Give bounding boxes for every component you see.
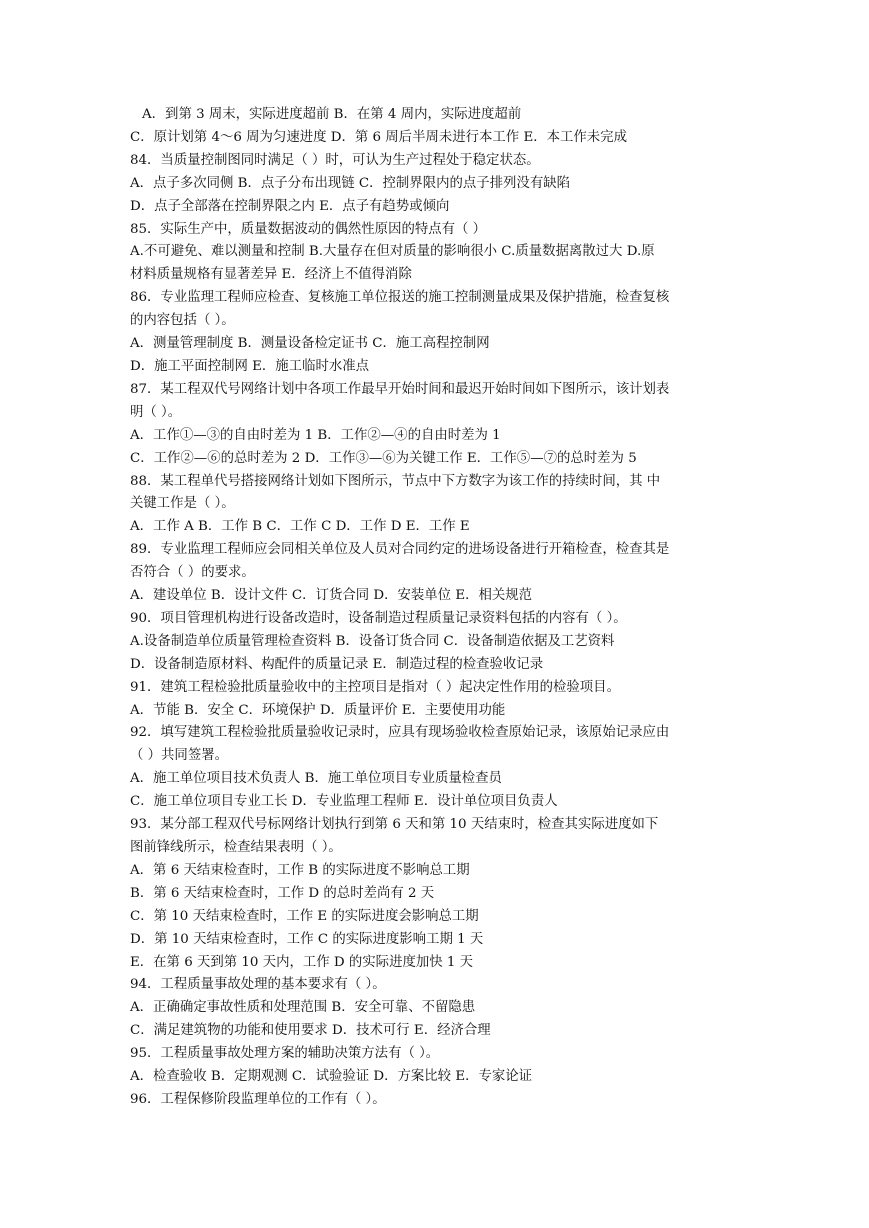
question-94: 94．工程质量事故处理的基本要求有（ ）。 (130, 977, 386, 993)
answer-options-84-line-2: D．点子全部落在控制界限之内 E．点子有趋势或倾向 (130, 198, 450, 214)
answer-options-86-line-2: D．施工平面控制网 E．施工临时水准点 (130, 358, 370, 374)
question-91: 91．建筑工程检验批质量验收中的主控项目是指对（ ）起决定性作用的检验项目。 (130, 679, 620, 695)
answer-options-89: A．建设单位 B．设计文件 C．订货合同 D．安装单位 E．相关规范 (130, 588, 533, 604)
answer-options-87-line-2: C．工作②—⑥的总时差为 2 D．工作③—⑥为关键工作 E．工作⑤—⑦的总时差为 5 (130, 450, 637, 466)
answer-option-93-a: A．第 6 天结束检查时，工作 B 的实际进度不影响总工期 (130, 862, 470, 878)
question-95: 95．工程质量事故处理方案的辅助决策方法有（ ）。 (130, 1046, 440, 1062)
answer-options-92-line-2: C．施工单位项目专业工长 D．专业监理工程师 E．设计单位项目负责人 (130, 794, 558, 810)
answer-options-85-line-2: 材料质量规格有显著差异 E．经济上不值得消除 (130, 267, 412, 283)
question-88-line-2: 关键工作是（ ）。 (130, 496, 235, 512)
question-92-line-1: 92．填写建筑工程检验批质量验收记录时，应具有现场验收检查原始记录，该原始记录应由 (130, 725, 670, 741)
answer-options-86-line-1: A．测量管理制度 B．测量设备检定证书 C．施工高程控制网 (130, 336, 490, 352)
question-92-line-2: （ ）共同签署。 (130, 748, 228, 764)
answer-option-93-b: B．第 6 天结束检查时，工作 D 的总时差尚有 2 天 (130, 885, 435, 901)
question-96: 96．工程保修阶段监理单位的工作有（ ）。 (130, 1091, 386, 1107)
question-89-line-2: 否符合（ ）的要求。 (130, 565, 255, 581)
answer-option-93-c: C．第 10 天结束检查时，工作 E 的实际进度会影响总工期 (130, 908, 479, 924)
question-86-line-2: 的内容包括（ ）。 (130, 313, 235, 329)
document-page (130, 104, 740, 1112)
question-93-line-2: 图前锋线所示，检查结果表明（ ）。 (130, 840, 342, 855)
question-87-line-2: 明（ ）。 (130, 404, 182, 420)
answer-option-93-d: D．第 10 天结束检查时，工作 C 的实际进度影响工期 1 天 (130, 931, 484, 947)
question-86-line-1: 86．专业监理工程师应检查、复核施工单位报送的施工控制测量成果及保护措施，检查复核 (130, 290, 670, 306)
answer-options-91: A．节能 B．安全 C．环境保护 D．质量评价 E．主要使用功能 (130, 702, 506, 718)
question-88-line-1: 88．某工程单代号搭接网络计划如下图所示，节点中下方数字为该工作的持续时间，其 中 (130, 473, 661, 489)
question-85: 85．实际生产中，质量数据波动的偶然性原因的特点有（ ） (130, 221, 487, 237)
answer-options-85-line-1: A.不可避免、难以测量和控制 B.大量存在但对质量的影响很小 C.质量数据离散过大 D.原 (130, 244, 655, 260)
question-84: 84．当质量控制图同时满足（ ）时，可认为生产过程处于稳定状态。 (130, 152, 540, 168)
answer-options-83-line-2: C．原计划第 4～6 周为匀速进度 D．第 6 周后半周未进行本工作 E．本工作未完成 (130, 129, 627, 145)
answer-options-88: A．工作 A B．工作 B C．工作 C D．工作 D E．工作 E (130, 519, 470, 535)
question-90: 90．项目管理机构进行设备改造时，设备制造过程质量记录资料包括的内容有（ ）。 (130, 610, 627, 626)
question-93-line-1: 93．某分部工程双代号标网络计划执行到第 6 天和第 10 天结束时，检查其实际进度如下 (130, 817, 659, 833)
question-87-line-1: 87．某工程双代号网络计划中各项工作最早开始时间和最迟开始时间如下图所示，该计划表 (130, 381, 670, 397)
answer-options-92-line-1: A．施工单位项目技术负责人 B．施工单位项目专业质量检查员 (130, 771, 502, 787)
answer-options-83-line-1: A．到第 3 周末，实际进度超前 B．在第 4 周内，实际进度超前 (142, 107, 522, 122)
answer-options-94-line-2: C．满足建筑物的功能和使用要求 D．技术可行 E．经济合理 (130, 1023, 491, 1039)
answer-options-90-line-1: A.设备制造单位质量管理检查资料 B．设备订货合同 C．设备制造依据及工艺资料 (130, 633, 615, 649)
answer-options-87-line-1: A．工作①—③的自由时差为 1 B．工作②—④的自由时差为 1 (130, 427, 501, 443)
question-89-line-1: 89．专业监理工程师应会同相关单位及人员对合同约定的进场设备进行开箱检查，检查其是 (130, 542, 670, 558)
answer-options-94-line-1: A．正确确定事故性质和处理范围 B．安全可靠、不留隐患 (130, 1000, 476, 1016)
answer-options-95: A．检查验收 B．定期观测 C．试验验证 D．方案比较 E．专家论证 (130, 1069, 533, 1085)
answer-options-90-line-2: D．设备制造原材料、构配件的质量记录 E．制造过程的检查验收记录 (130, 656, 544, 672)
answer-options-84-line-1: A．点子多次同侧 B．点子分布出现链 C．控制界限内的点子排列没有缺陷 (130, 175, 570, 191)
answer-option-93-e: E．在第 6 天到第 10 天内，工作 D 的实际进度加快 1 天 (130, 954, 474, 970)
